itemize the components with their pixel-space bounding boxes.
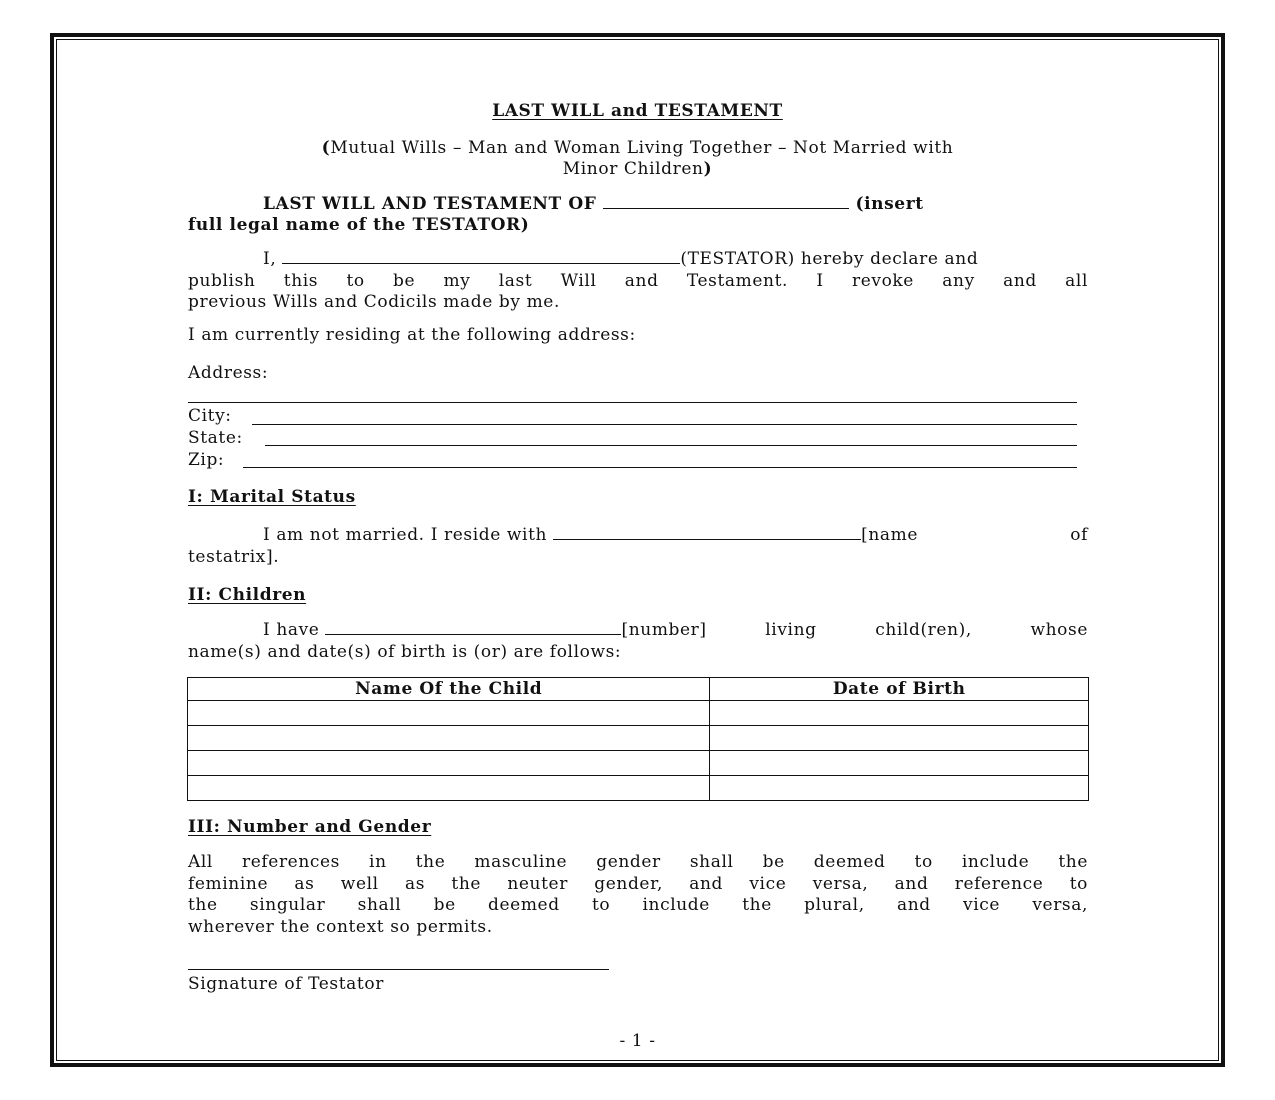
- table-row: [188, 776, 1089, 801]
- children-prefix: I have: [263, 620, 320, 640]
- state-line[interactable]: [265, 445, 1077, 446]
- heading-line-2: full legal name of the TESTATOR): [188, 215, 530, 235]
- declarant-name-blank[interactable]: [282, 249, 680, 264]
- date-of-birth-cell[interactable]: [710, 726, 1089, 751]
- section-children-title: II: Children: [188, 585, 307, 605]
- state-label: State:: [188, 428, 243, 448]
- gender-line-4: wherever the context so permits.: [188, 917, 493, 937]
- child-name-cell[interactable]: [188, 726, 710, 751]
- document-title: LAST WILL and TESTAMENT: [492, 101, 783, 121]
- testator-name-blank[interactable]: [603, 194, 849, 209]
- declaration-suffix: (TESTATOR) hereby declare and: [680, 249, 979, 269]
- header-date-of-birth: Date of Birth: [710, 678, 1089, 701]
- subtitle-open-paren: (: [321, 138, 331, 158]
- gender-line-2: feminine as well as the neuter gender, and vice versa, and reference to: [188, 874, 1088, 894]
- page-number: - 1 -: [619, 1031, 656, 1051]
- marital-status-line-2: testatrix].: [188, 547, 280, 567]
- declaration-prefix: I,: [263, 249, 277, 269]
- testatrix-name-blank[interactable]: [553, 525, 861, 540]
- city-line[interactable]: [252, 424, 1077, 425]
- address-label: Address:: [188, 363, 269, 383]
- date-of-birth-cell[interactable]: [710, 751, 1089, 776]
- children-line-2: name(s) and date(s) of birth is (or) are follows:: [188, 642, 622, 662]
- subtitle-close-paren: ): [703, 159, 713, 179]
- gender-line-1: All references in the masculine gender shall be deemed to include the: [188, 852, 1088, 872]
- section-number-gender-title: III: Number and Gender: [188, 817, 432, 837]
- children-word-2: living: [765, 620, 817, 640]
- children-table-header-row: [188, 678, 1089, 701]
- table-row: [188, 701, 1089, 726]
- section-marital-status-title: I: Marital Status: [188, 487, 356, 507]
- marital-prefix: I am not married. I reside with: [263, 525, 548, 545]
- declaration-line-3: previous Wills and Codicils made by me.: [188, 292, 560, 312]
- residing-statement: I am currently residing at the following address:: [188, 325, 636, 345]
- table-row: [188, 751, 1089, 776]
- children-table: [187, 677, 1089, 801]
- date-of-birth-cell[interactable]: [710, 776, 1089, 801]
- children-number-blank[interactable]: [325, 620, 621, 635]
- table-row: [188, 726, 1089, 751]
- children-word-1: [number]: [621, 620, 707, 640]
- child-name-cell[interactable]: [188, 701, 710, 726]
- heading-line-1: [263, 193, 924, 215]
- child-name-cell[interactable]: [188, 776, 710, 801]
- declaration-line-1: [263, 248, 1088, 270]
- children-word-3: child(ren),: [875, 620, 972, 640]
- marital-suffix-a: [name: [861, 525, 918, 545]
- child-name-cell[interactable]: [188, 751, 710, 776]
- children-line-1: [263, 619, 1088, 641]
- marital-suffix-b: of: [1070, 525, 1088, 545]
- city-label: City:: [188, 406, 232, 426]
- date-of-birth-cell[interactable]: [710, 701, 1089, 726]
- heading-suffix: (insert: [855, 194, 924, 214]
- address-line[interactable]: [188, 402, 1077, 403]
- subtitle-text-1: Mutual Wills – Man and Woman Living Together – Not Married with: [330, 138, 954, 158]
- children-word-4: whose: [1030, 620, 1088, 640]
- heading-prefix: LAST WILL AND TESTAMENT OF: [263, 194, 597, 214]
- subtitle-text-2: Minor Children: [562, 159, 704, 179]
- zip-label: Zip:: [188, 450, 225, 470]
- signature-label: Signature of Testator: [188, 974, 384, 994]
- signature-line[interactable]: [188, 969, 609, 970]
- header-child-name: Name Of the Child: [188, 678, 710, 701]
- marital-status-line-1: [263, 524, 1088, 546]
- subtitle-line-2: [0, 158, 1275, 180]
- subtitle-line-1: [0, 137, 1275, 159]
- zip-line[interactable]: [243, 467, 1077, 468]
- gender-line-3: the singular shall be deemed to include the plural, and vice versa,: [188, 895, 1088, 915]
- declaration-line-2: publish this to be my last Will and Testament. I revoke any and all: [188, 271, 1088, 291]
